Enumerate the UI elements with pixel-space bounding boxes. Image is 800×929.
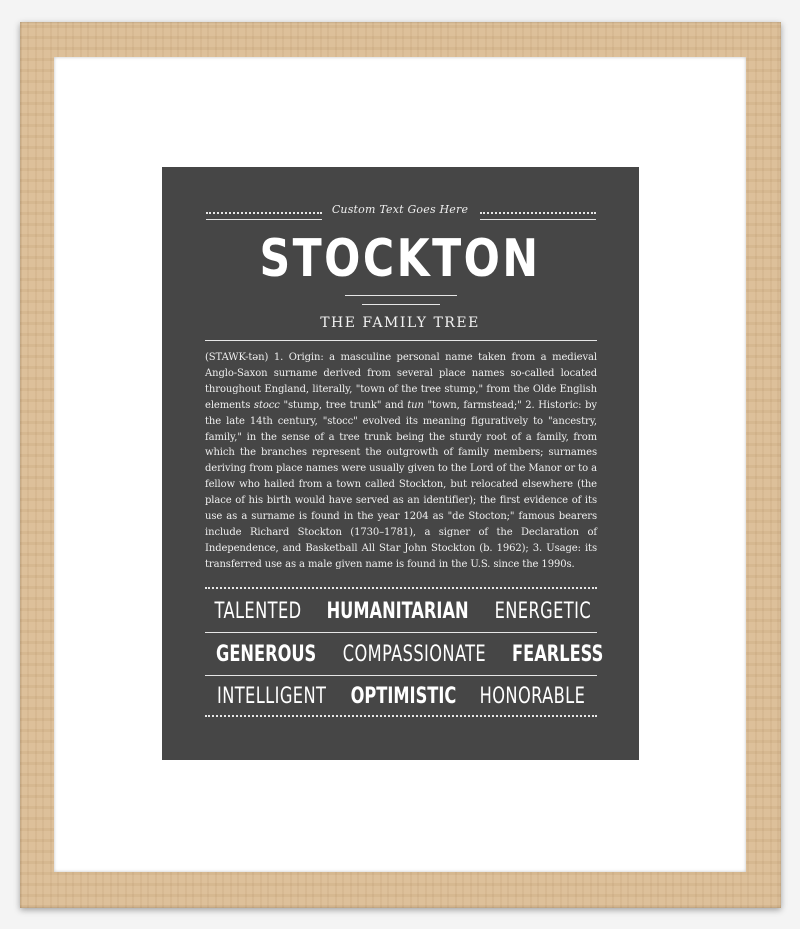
traits-rule-2 xyxy=(205,675,597,676)
trait-word: HUMANITARIAN xyxy=(326,598,469,624)
trait-word: FEARLESS xyxy=(512,641,604,667)
traits-row-2 xyxy=(205,637,604,671)
definition-part-1: 1. Origin: a masculine personal name taken from a medieval Anglo-Saxon surname derived from several place names so-called located throughout England, literally, "town of the tree stump," from the Olde English elements xyxy=(205,352,597,411)
traits-rule-1 xyxy=(205,632,597,633)
subtitle-rule xyxy=(205,340,597,341)
traits-row-3 xyxy=(205,679,597,713)
pronunciation: (STAWK-tən) xyxy=(205,352,269,363)
trait-word: HONORABLE xyxy=(479,683,586,709)
trait-word: COMPASSIONATE xyxy=(342,641,487,667)
term-tun: tun xyxy=(407,399,424,411)
definition-part-3: "town, farmstead;" 2. Historic: by the late 14th century, "stocc" evolved its meaning figuratively to "ancestry, family," in the sense of a tree trunk being the sturdy root of a family, from which the branches represent the outgrowth of family members; surnames deriving from place names were usually given to the Lord of the Manor or to a fellow who hailed from a town called Stockton, but relocated elsewhere (the place of his birth would have served as an identifier); the first evidence of its use as a surname is found in the year 1204 as "de Stocton;" famous bearers include Richard Stockton (1730–1781), a signer of the Declaration of Independence, and Basketball All Star John Stockton (b. 1962); 3. Usage: its transferred use as a male given name is found in the U.S. since the 1990s. xyxy=(205,399,597,570)
definition-text xyxy=(205,350,597,573)
trait-word: GENEROUS xyxy=(216,641,317,667)
trait-word: INTELLIGENT xyxy=(217,683,327,709)
surname-rule-lower xyxy=(362,304,440,305)
trait-word: TALENTED xyxy=(214,598,302,624)
surname-rule-upper xyxy=(345,295,457,296)
surname-title: STOCKTON xyxy=(259,229,541,289)
traits-bottom-dotted-rule xyxy=(205,715,597,717)
traits-row-1 xyxy=(205,594,597,628)
custom-text: Custom Text Goes Here xyxy=(331,203,469,216)
definition-part-2: "stump, tree trunk" and xyxy=(279,399,408,411)
trait-word: OPTIMISTIC xyxy=(350,683,457,709)
term-stocc: stocc xyxy=(253,399,280,411)
traits-top-dotted-rule xyxy=(205,587,597,589)
subtitle: THE FAMILY TREE xyxy=(320,315,480,331)
trait-word: ENERGETIC xyxy=(494,598,592,624)
